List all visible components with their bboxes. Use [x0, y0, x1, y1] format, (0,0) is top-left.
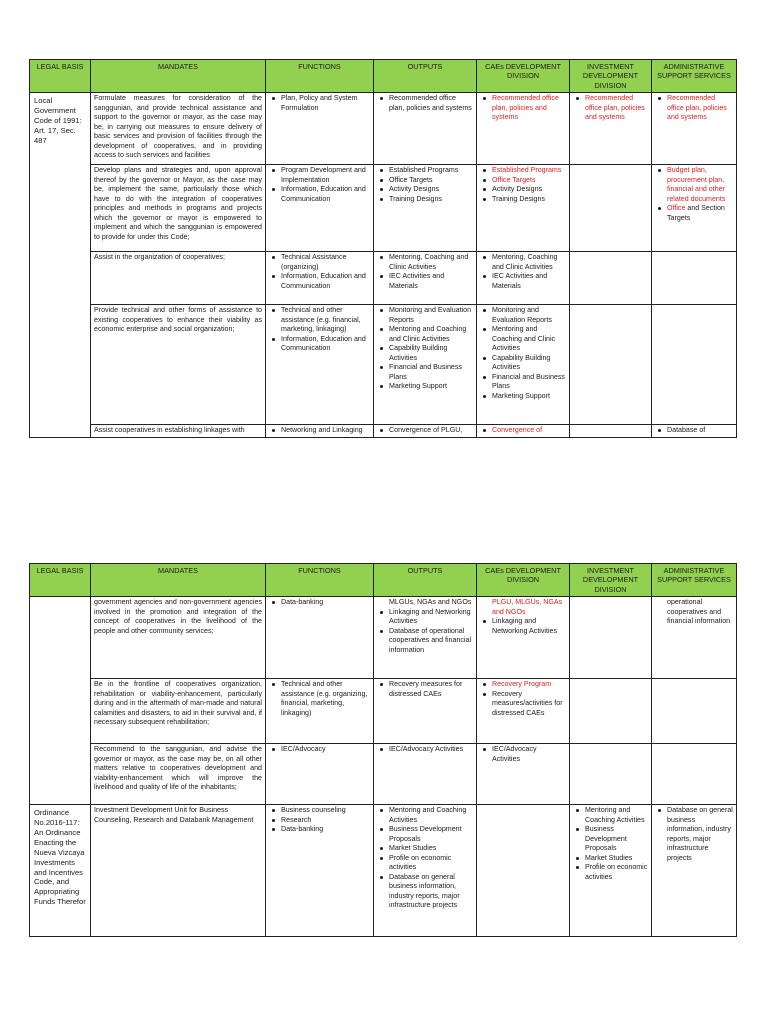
table-row — [30, 744, 737, 805]
investment-cell — [570, 425, 652, 438]
functions-cell — [266, 597, 374, 679]
list-item: Business counseling — [269, 806, 370, 816]
list-item: Linkaging and Networking Activities — [377, 608, 473, 627]
header-legal-basis: LEGAL BASIS — [30, 60, 91, 93]
caes-cell — [477, 425, 570, 438]
admin-cell — [652, 252, 737, 305]
table-header-row — [30, 60, 737, 93]
functions-cell — [266, 805, 374, 937]
list-item: Plan, Policy and System Formulation — [269, 94, 370, 113]
functions-cell — [266, 165, 374, 252]
mandate-cell: Recommend to the sanggunian, and advise the governor or mayor, as the case may be, on all other matters relative to cooperatives development and viability-enhancement which will improve the livelihood and quality of life of the inhabitants; — [91, 744, 266, 805]
list-item: Recommended office plan, policies and systems — [480, 94, 566, 123]
list-item: Office Targets — [480, 176, 566, 186]
list-item: Mentoring, Coaching and Clinic Activities — [377, 253, 473, 272]
list-item: Established Programs — [480, 166, 566, 176]
table-row — [30, 425, 737, 438]
list-item-continued: MLGUs, NGAs and NGOs — [389, 598, 472, 607]
mandate-cell: Assist cooperatives in establishing linkages with — [91, 425, 266, 438]
list-item: Technical and other assistance (e.g. organizing, financial, marketing, linkaging) — [269, 680, 370, 718]
header-functions: FUNCTIONS — [266, 564, 374, 597]
table-header-row — [30, 564, 737, 597]
caes-cell — [477, 252, 570, 305]
list-item: Convergence of — [480, 426, 566, 436]
outputs-cell — [374, 252, 477, 305]
list-item: Recovery Program — [480, 680, 566, 690]
list-item: Recommended office plan, policies and systems — [573, 94, 648, 123]
outputs-cell — [374, 805, 477, 937]
functions-cell — [266, 425, 374, 438]
list-item: Financial and Business Plans — [377, 363, 473, 382]
list-item: Business Development Proposals — [377, 825, 473, 844]
list-item: Data-banking — [269, 598, 370, 608]
header-outputs: OUTPUTS — [374, 60, 477, 93]
table-row — [30, 679, 737, 744]
admin-cell — [652, 425, 737, 438]
list-item: Established Programs — [377, 166, 473, 176]
list-item: Recommended office plan, policies and systems — [655, 94, 733, 123]
table-page-1 — [29, 59, 736, 438]
header-functions: FUNCTIONS — [266, 60, 374, 93]
list-item: Financial and Business Plans — [480, 373, 566, 392]
office-text: Office — [667, 204, 686, 213]
investment-cell — [570, 305, 652, 425]
table-row — [30, 93, 737, 165]
list-item: Mentoring, Coaching and Clinic Activities — [480, 253, 566, 272]
list-item: Office Targets — [377, 176, 473, 186]
list-item: Database of operational cooperatives and financial information — [377, 627, 473, 656]
header-mandates: MANDATES — [91, 60, 266, 93]
list-item: Profile on economic activities — [377, 854, 473, 873]
admin-cell — [652, 597, 737, 679]
investment-cell — [570, 252, 652, 305]
mandate-cell: Investment Development Unit for Business Counseling, Research and Databank Management — [91, 805, 266, 937]
functions-cell — [266, 679, 374, 744]
list-item: Information, Education and Communication — [269, 335, 370, 354]
list-item: Database of — [655, 426, 733, 436]
caes-cell — [477, 744, 570, 805]
outputs-cell — [374, 93, 477, 165]
list-item: Marketing Support — [377, 382, 473, 392]
list-item: Budget plan, procurement plan, financial and other related documents — [655, 166, 733, 204]
list-item: Mentoring and Coaching and Clinic Activities — [480, 325, 566, 354]
admin-cell — [652, 805, 737, 937]
outputs-cell — [374, 165, 477, 252]
caes-cell — [477, 597, 570, 679]
investment-cell — [570, 805, 652, 937]
caes-cell — [477, 165, 570, 252]
outputs-cell — [374, 305, 477, 425]
outputs-cell — [374, 425, 477, 438]
caes-cell — [477, 305, 570, 425]
investment-cell — [570, 165, 652, 252]
list-item: Linkaging and Networking Activities — [480, 617, 566, 636]
mandate-cell: Be in the frontline of cooperatives organization, rehabilitation or viability-enhancement, particularly during and in the aftermath of man-made and natural calamities and disasters, to aid in their survival and, if necessary subsequent rehabilitation; — [91, 679, 266, 744]
list-item: IEC Activities and Materials — [377, 272, 473, 291]
admin-cell — [652, 305, 737, 425]
list-item: Capability Building Activities — [480, 354, 566, 373]
table-row — [30, 597, 737, 679]
admin-cell — [652, 93, 737, 165]
admin-cell — [652, 744, 737, 805]
list-item: Database on general business information, industry reports, major infrastructure projects — [655, 806, 733, 863]
list-item: Recovery measures/activities for distressed CAEs — [480, 690, 566, 719]
mandates-table-1 — [29, 59, 737, 438]
mandate-cell: Develop plans and strategies and, upon approval thereof by the governor or Mayor, as the case may be, implement the same, particularly those which have to do with the integration of cooperatives principles and methods in programs and projects which the governor or mayor is empowered to implement and which the sanggunian is empowered to provide for under this Code; — [91, 165, 266, 252]
header-legal-basis: LEGAL BASIS — [30, 564, 91, 597]
legal-basis-cell — [30, 597, 91, 805]
list-item: Research — [269, 816, 370, 826]
list-item: Program Development and Implementation — [269, 166, 370, 185]
list-item: Data-banking — [269, 825, 370, 835]
list-item: Technical Assistance (organizing) — [269, 253, 370, 272]
caes-cell — [477, 805, 570, 937]
table-row — [30, 805, 737, 937]
outputs-cell — [374, 744, 477, 805]
list-item: Training Designs — [377, 195, 473, 205]
admin-cell — [652, 165, 737, 252]
list-item: Market Studies — [573, 854, 648, 864]
investment-cell — [570, 93, 652, 165]
list-item: Networking and Linkaging — [269, 426, 370, 436]
outputs-cell — [374, 679, 477, 744]
mandate-cell: Provide technical and other forms of assistance to existing cooperatives to enhance their viability as economic enterprise and social organization; — [91, 305, 266, 425]
list-item: Market Studies — [377, 844, 473, 854]
list-item: Technical and other assistance (e.g. financial, marketing, linkaging) — [269, 306, 370, 335]
header-caes-division: CAEs DEVELOPMENT DIVISION — [477, 564, 570, 597]
header-investment-division: INVESTMENT DEVELOPMENT DIVISION — [570, 60, 652, 93]
investment-cell — [570, 744, 652, 805]
section-targets-text: and Section Targets — [667, 204, 725, 222]
table-row — [30, 252, 737, 305]
table-row — [30, 165, 737, 252]
mandate-cell: Formulate measures for consideration of the sanggunian, and provide technical assistance and support to the governor or mayor, as the case may be, in carrying out measures to ensure delivery of basic services and provision of facilities through the development of cooperatives, and in providing access to such services and facilities — [91, 93, 266, 165]
functions-cell — [266, 744, 374, 805]
list-item: Recovery measures for distressed CAEs — [377, 680, 473, 699]
header-admin-services: ADMINISTRATIVE SUPPORT SERVICES — [652, 564, 737, 597]
header-investment-division: INVESTMENT DEVELOPMENT DIVISION — [570, 564, 652, 597]
functions-cell — [266, 93, 374, 165]
list-item: Information, Education and Communication — [269, 272, 370, 291]
mandate-cell: Assist in the organization of cooperatives; — [91, 252, 266, 305]
caes-cell — [477, 93, 570, 165]
list-item: IEC Activities and Materials — [480, 272, 566, 291]
header-admin-services: ADMINISTRATIVE SUPPORT SERVICES — [652, 60, 737, 93]
list-item — [655, 204, 733, 223]
investment-cell — [570, 597, 652, 679]
list-item: Recommended office plan, policies and systems — [377, 94, 473, 113]
list-item: IEC/Advocacy — [269, 745, 370, 755]
legal-basis-cell: Ordinance No.2016-117: An Ordinance Enacting the Nueva Vizcaya Investments and Incentives Code, and Appropriating Funds Therefor — [30, 805, 91, 937]
list-item: Mentoring and Coaching Activities — [573, 806, 648, 825]
list-item: Monitoring and Evaluation Reports — [480, 306, 566, 325]
list-item: Monitoring and Evaluation Reports — [377, 306, 473, 325]
list-item-continued: operational cooperatives and financial information — [667, 598, 731, 626]
list-item: Business Development Proposals — [573, 825, 648, 854]
list-item-continued: PLGU, MLGUs, NGAs and NGOs — [492, 598, 563, 616]
list-item: Activity Designs — [377, 185, 473, 195]
list-item: Training Designs — [480, 195, 566, 205]
legal-basis-cell: Local Government Code of 1991: Art. 17, Sec. 487 — [30, 93, 91, 438]
list-item: Mentoring and Coaching Activities — [377, 806, 473, 825]
header-outputs: OUTPUTS — [374, 564, 477, 597]
list-item: Database on general business information, industry reports, major infrastructure projects — [377, 873, 473, 911]
mandates-table-2 — [29, 563, 737, 937]
list-item: IEC/Advocacy Activities — [377, 745, 473, 755]
admin-cell — [652, 679, 737, 744]
list-item: Profile on economic activities — [573, 863, 648, 882]
functions-cell — [266, 305, 374, 425]
header-mandates: MANDATES — [91, 564, 266, 597]
list-item: Mentoring and Coaching and Clinic Activities — [377, 325, 473, 344]
caes-cell — [477, 679, 570, 744]
list-item: Information, Education and Communication — [269, 185, 370, 204]
list-item: Convergence of PLGU, — [377, 426, 473, 436]
table-page-2 — [29, 563, 736, 937]
outputs-cell — [374, 597, 477, 679]
list-item: Marketing Support — [480, 392, 566, 402]
mandate-cell: government agencies and non-government agencies involved in the promotion and integration of the concept of cooperatives in the livelihood of the people and other community services; — [91, 597, 266, 679]
functions-cell — [266, 252, 374, 305]
table-row — [30, 305, 737, 425]
list-item: Capability Building Activities — [377, 344, 473, 363]
list-item: Activity Designs — [480, 185, 566, 195]
list-item: IEC/Advocacy Activities — [480, 745, 566, 764]
investment-cell — [570, 679, 652, 744]
header-caes-division: CAEs DEVELOPMENT DIVISION — [477, 60, 570, 93]
